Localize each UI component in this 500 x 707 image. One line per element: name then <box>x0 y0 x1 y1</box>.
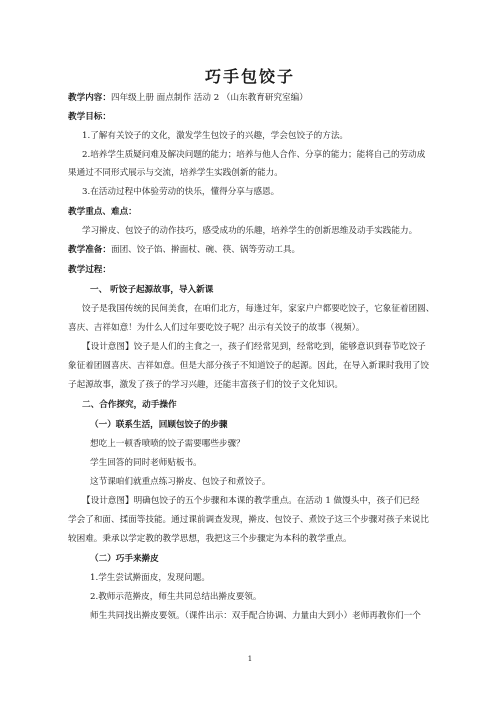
section-2-design-line-1: 【设计意图】明确包饺子的五个步骤和本课的教学重点。在活动 1 做馒头中，孩子们已经 <box>82 496 420 506</box>
goal-3: 3.在活动过程中体验劳动的快乐，懂得分享与感恩。 <box>82 187 280 197</box>
process-label: 教学过程： <box>68 265 111 275</box>
keypoints-label: 教学重点、难点： <box>68 207 137 217</box>
section-2-sub-2: （二）巧手来擀皮 <box>90 554 159 564</box>
section-2-line-1: 想吃上一顿香喷喷的饺子需要哪些步骤？ <box>90 439 245 449</box>
content-text: 四年级上册 面点制作 活动 2 （山东教育研究室编） <box>110 93 308 103</box>
goal-1: 1.了解有关饺子的文化，激发学生包饺子的兴趣，学会包饺子的方法。 <box>82 131 349 141</box>
prep-text: 面团、饺子馅、擀面杖、碗、筷、锅等劳动工具。 <box>110 245 301 255</box>
section-2-design-line-2: 学会了和面、揉面等技能。通过课前调查发现，擀皮、包饺子、煮饺子这三个步骤对孩子来说比 <box>68 515 429 525</box>
section-1-design-line-2: 象征着团圆喜庆、吉祥如意。但是大部分孩子不知道饺子的起源。因此，在导入新课时我用了饺 <box>68 361 429 371</box>
goal-2-line-1: 2.培养学生质疑问难及解决问题的能力；培养与他人合作、分享的能力；能将自己的劳动成 <box>82 150 426 160</box>
section-2-method-3: 师生共同找出擀皮要领。（课件出示：双手配合协调、力量由大到小）老师再教你们一个 <box>90 611 421 621</box>
prep-line <box>68 244 440 256</box>
page-title: 巧手包饺子 <box>204 67 295 86</box>
section-1-design-line-3: 子起源故事，激发了孩子的学习兴趣，还能丰富孩子们的饺子文化知识。 <box>68 380 344 390</box>
content-line <box>68 92 440 104</box>
section-2-line-3: 这节课咱们就重点练习擀皮、包饺子和煮饺子。 <box>90 477 271 487</box>
section-1-design-line-1: 【设计意图】饺子是人们的主食之一，孩子们经常见到，经常吃到，能够意识到春节吃饺子 <box>82 342 426 352</box>
section-1-heading: 一、 听饺子起源故事，导入新课 <box>90 285 214 295</box>
section-2-method-1: 1.学生尝试擀面皮，发现问题。 <box>90 573 210 583</box>
keypoints-text: 学习擀皮、包饺子的动作技巧，感受成功的乐趣，培养学生的创新思维及动手实践能力。 <box>82 226 418 236</box>
goals-label: 教学目标： <box>68 112 111 122</box>
prep-label: 教学准备： <box>68 245 111 255</box>
section-2-design-line-3: 较困难。秉承以学定教的教学思想，我把这三个步骤定为本科的教学重点。 <box>68 534 352 544</box>
section-2-sub-1: （一）联系生活，回顾包饺子的步骤 <box>90 420 228 430</box>
goal-2-line-2: 果通过不同形式展示与交流，培养学生实践创新的能力。 <box>68 168 283 178</box>
section-1-para-line-1: 饺子是我国传统的民间美食，在咱们北方，每逢过年，家家户户都要吃饺子，它象征着团圆、 <box>82 304 435 314</box>
section-2-line-2: 学生回答的同时老师贴板书。 <box>90 458 202 468</box>
page-number: 1 <box>247 655 253 663</box>
section-1-para-line-2: 喜庆、吉祥如意！为什么人们过年要吃饺子呢？出示有关饺子的故事（视频）。 <box>68 323 365 333</box>
section-2-heading: 二、合作探究，动手操作 <box>82 400 177 410</box>
section-2-method-2: 2.教师示范擀皮，师生共同总结出擀皮要领。 <box>90 592 262 602</box>
content-label: 教学内容： <box>68 93 111 103</box>
